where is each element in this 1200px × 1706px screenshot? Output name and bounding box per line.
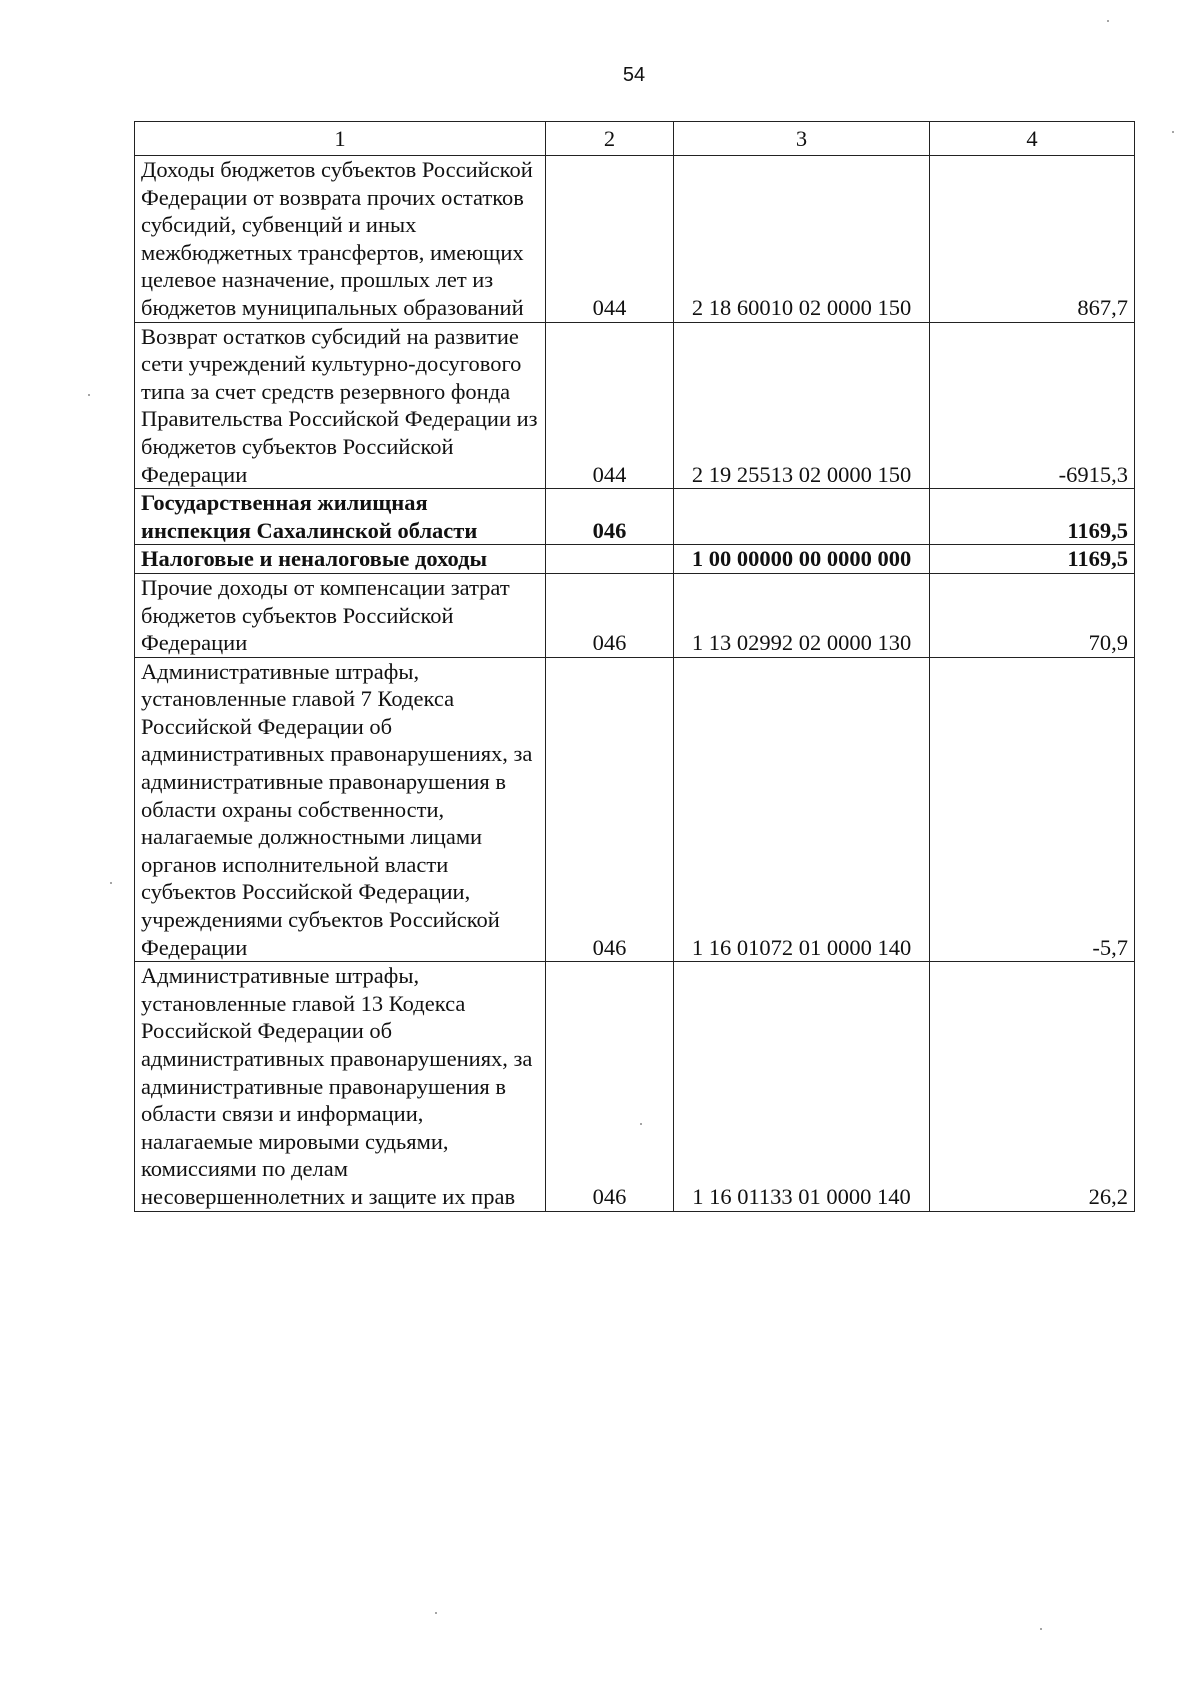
revenue-name: Административные штрафы, установленные главой 7 Кодекса Российской Федерации об административных правонарушениях, за административные правонарушения в области охраны собственности, налагаемые должностными лицами органов исполнительной власти субъектов Российской Федерации, учреждениями субъектов Российской Федерации [135, 657, 546, 962]
column-header-4: 4 [930, 122, 1135, 156]
amount: 1169,5 [930, 545, 1135, 574]
table-row [135, 156, 1135, 323]
budget-classification-code: 1 16 01133 01 0000 140 [674, 962, 930, 1211]
table-row-section [135, 545, 1135, 574]
table-row [135, 657, 1135, 962]
amount: 70,9 [930, 573, 1135, 657]
amount: 1169,5 [930, 489, 1135, 545]
amount: -5,7 [930, 657, 1135, 962]
table-row [135, 962, 1135, 1211]
revenue-name: Доходы бюджетов субъектов Российской Федерации от возврата прочих остатков субсидий, субвенций и иных межбюджетных трансфертов, имеющих целевое назначение, прошлых лет из бюджетов муниципальных образований [135, 156, 546, 323]
scan-speck [435, 1612, 437, 1614]
budget-classification-code [674, 489, 930, 545]
table-row-section [135, 489, 1135, 545]
table-row [135, 322, 1135, 489]
admin-code: 046 [546, 657, 674, 962]
scan-speck [640, 1123, 642, 1125]
scan-speck [1040, 1628, 1042, 1630]
scan-speck [1172, 131, 1174, 133]
revenue-name: Прочие доходы от компенсации затрат бюджетов субъектов Российской Федерации [135, 573, 546, 657]
admin-code: 046 [546, 489, 674, 545]
revenue-name: Налоговые и неналоговые доходы [135, 545, 546, 574]
scan-speck [1107, 20, 1109, 22]
budget-classification-code: 2 19 25513 02 0000 150 [674, 322, 930, 489]
table-header-row [135, 122, 1135, 156]
revenue-name: Административные штрафы, установленные главой 13 Кодекса Российской Федерации об административных правонарушениях, за административные правонарушения в области связи и информации, налагаемые мировыми судьями, комиссиями по делам несовершеннолетних и защите их прав [135, 962, 546, 1211]
amount: 867,7 [930, 156, 1135, 323]
budget-revenue-table [134, 121, 1135, 1212]
admin-code: 046 [546, 962, 674, 1211]
scan-speck [88, 394, 90, 396]
amount: 26,2 [930, 962, 1135, 1211]
page-number: 54 [622, 64, 646, 86]
admin-code [546, 545, 674, 574]
revenue-name: Возврат остатков субсидий на развитие сети учреждений культурно-досугового типа за счет средств резервного фонда Правительства Российской Федерации из бюджетов субъектов Российской Федерации [135, 322, 546, 489]
admin-code: 044 [546, 156, 674, 323]
column-header-3: 3 [674, 122, 930, 156]
column-header-1: 1 [135, 122, 546, 156]
budget-classification-code: 1 00 00000 00 0000 000 [674, 545, 930, 574]
scan-speck [110, 882, 112, 884]
table-row [135, 573, 1135, 657]
admin-code: 044 [546, 322, 674, 489]
column-header-2: 2 [546, 122, 674, 156]
amount: -6915,3 [930, 322, 1135, 489]
budget-classification-code: 1 16 01072 01 0000 140 [674, 657, 930, 962]
budget-classification-code: 2 18 60010 02 0000 150 [674, 156, 930, 323]
budget-classification-code: 1 13 02992 02 0000 130 [674, 573, 930, 657]
revenue-name: Государственная жилищная инспекция Сахалинской области [135, 489, 546, 545]
admin-code: 046 [546, 573, 674, 657]
